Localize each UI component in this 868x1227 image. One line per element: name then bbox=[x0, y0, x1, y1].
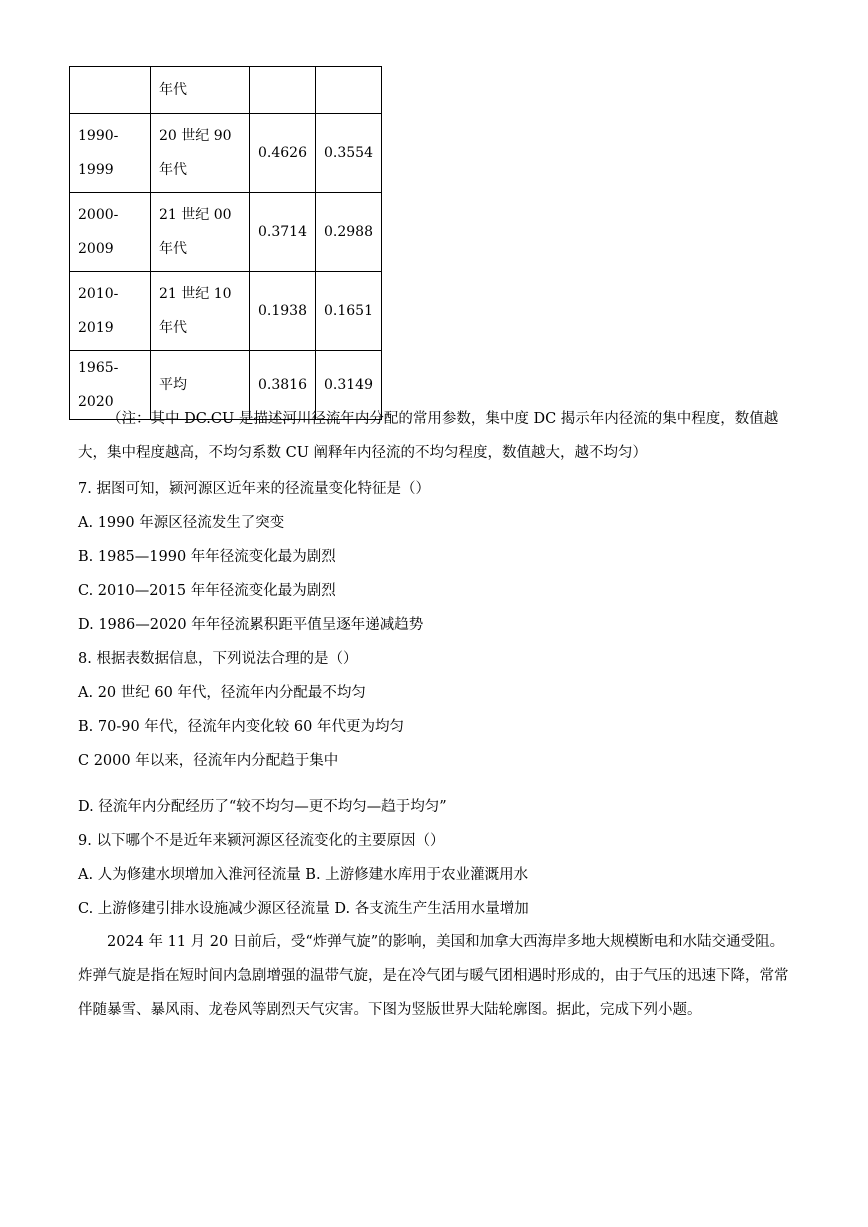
q7-option-c: C. 2010—2015 年年径流变化最为剧烈 bbox=[78, 583, 336, 599]
q7-option-d: D. 1986—2020 年年径流累积距平值呈逐年递减趋势 bbox=[78, 617, 424, 633]
q8-option-c: C 2000 年以来，径流年内分配趋于集中 bbox=[78, 753, 339, 769]
decade-cell: 20 世纪 90 年代 bbox=[151, 114, 250, 193]
dc-cell: 0.3816 bbox=[250, 351, 316, 420]
q7-option-a: A. 1990 年源区径流发生了突变 bbox=[78, 515, 285, 531]
question-8-stem: 8. 根据表数据信息，下列说法合理的是（） bbox=[78, 651, 358, 667]
cu-cell: 0.1651 bbox=[316, 272, 382, 351]
q8-option-a: A. 20 世纪 60 年代，径流年内分配最不均匀 bbox=[78, 685, 366, 701]
period-cell: 1965-2020 bbox=[70, 351, 151, 420]
cu-cell: 0.3149 bbox=[316, 351, 382, 420]
q9-options-ab: A. 人为修建水坝增加入淮河径流量 B. 上游修建水库用于农业灌溉用水 bbox=[78, 867, 529, 883]
q9-options-cd: C. 上游修建引排水设施减少源区径流量 D. 各支流生产生活用水量增加 bbox=[78, 901, 529, 917]
decade-cell: 21 世纪 10 年代 bbox=[151, 272, 250, 351]
table-row bbox=[70, 114, 382, 193]
q8-option-d: D. 径流年内分配经历了“较不均匀—更不均匀—趋于均匀” bbox=[78, 799, 447, 815]
decade-cell: 21 世纪 00 年代 bbox=[151, 193, 250, 272]
cu-cell: 0.3554 bbox=[316, 114, 382, 193]
question-9-stem: 9. 以下哪个不是近年来颍河源区径流变化的主要原因（） bbox=[78, 833, 445, 849]
table-row bbox=[70, 67, 382, 114]
period-cell: 1990-1999 bbox=[70, 114, 151, 193]
decade-cell: 年代 bbox=[151, 67, 250, 114]
dc-cell bbox=[250, 67, 316, 114]
cu-cell: 0.2988 bbox=[316, 193, 382, 272]
question-7-stem: 7. 据图可知，颍河源区近年来的径流量变化特征是（） bbox=[78, 481, 430, 497]
dc-cell: 0.1938 bbox=[250, 272, 316, 351]
dc-cell: 0.3714 bbox=[250, 193, 316, 272]
passage: 2024 年 11 月 20 日前后，受“炸弹气旋”的影响，美国和加拿大西海岸多地大规模断电和水陆交通受阻。炸弹气旋是指在短时间内急剧增强的温带气旋，是在冷气团与暖气团相遇时形成的，由于气压的迅速下降，常常伴随暴雪、暴风雨、龙卷风等剧烈天气灾害。下图为竖版世界大陆轮廓图。据此，完成下列小题。 bbox=[78, 934, 789, 1018]
table-row bbox=[70, 193, 382, 272]
period-cell: 2000-2009 bbox=[70, 193, 151, 272]
period-cell bbox=[70, 67, 151, 114]
dc-cell: 0.4626 bbox=[250, 114, 316, 193]
decade-cell: 平均 bbox=[151, 351, 250, 420]
q8-option-b: B. 70-90 年代，径流年内变化较 60 年代更为均匀 bbox=[78, 719, 404, 735]
q7-option-b: B. 1985—1990 年年径流变化最为剧烈 bbox=[78, 549, 336, 565]
table-row bbox=[70, 272, 382, 351]
period-cell: 2010-2019 bbox=[70, 272, 151, 351]
runoff-table bbox=[69, 66, 382, 420]
table-note: （注：其中 DC.CU 是描述河川径流年内分配的常用参数，集中度 DC 揭示年内径流的集中程度，数值越大，集中程度越高，不均匀系数 CU 阐释年内径流的不均匀程度，数值越大，越不均匀） bbox=[78, 411, 779, 461]
cu-cell bbox=[316, 67, 382, 114]
